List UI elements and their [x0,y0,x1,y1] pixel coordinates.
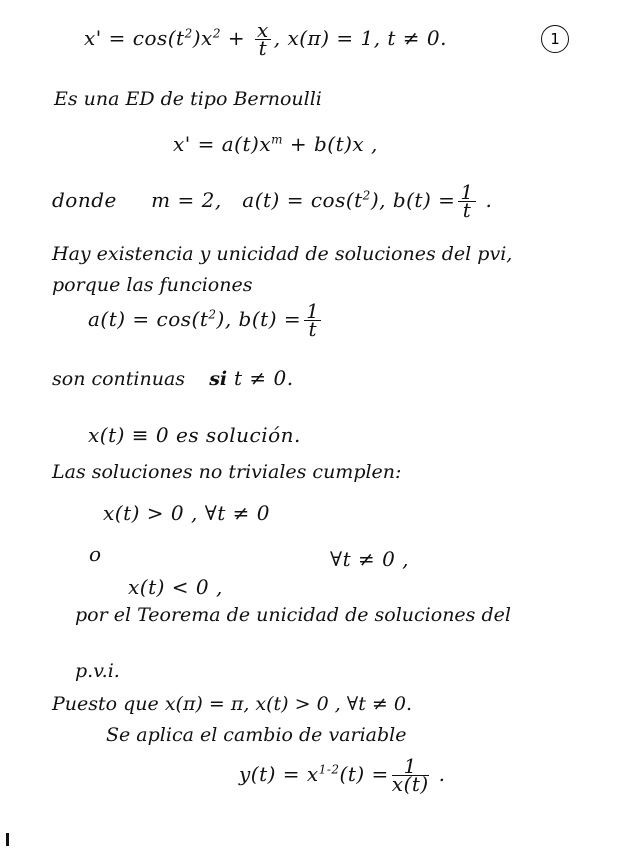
eq-condition: , x(π) = 1, t ≠ 0. [273,26,447,50]
or-label: o [89,542,102,566]
substitution-line: $y(t) = x^{1-2}(t)$ = $\frac{1}{x(t)}$ . [239,754,446,796]
donde-label: donde [52,188,117,212]
eq-rhs: )x [192,26,213,50]
funcs-fraction: $\frac{1}{t}$ [306,299,320,341]
functions-line: $a(t) = \cos(t^2)$, b(t) = $\frac{1}{t}$ [88,299,320,341]
donde-line: donde m = 2, $a(t) = \cos(t^2)$, b(t) = $\frac{1}{t}$ . [52,180,493,222]
cambio-line: Se aplica el cambio de variable [106,724,407,746]
negative-case-line: x(t) < 0 , [128,575,223,599]
nontrivial-line: Las soluciones no triviales cumplen: [52,461,402,483]
puesto-line: Puesto que x(π) = π, x(t) > 0 , ∀t ≠ 0. [52,693,413,715]
or-condition: ∀t ≠ 0 , [330,547,410,571]
b-fraction: $\frac{1}{t}$ [460,180,474,222]
trivial-solution-line: x(t) ≡ 0 es solución. [88,423,301,447]
eq-lhs: x' = cos(t [84,26,185,50]
positive-case-line: x(t) > 0 , ∀t ≠ 0 [103,501,270,525]
general-form-line: $x' = a(t)x^m + b(t)x$ , [173,132,378,156]
eq-fraction: $\frac{x}{t}$ [256,18,269,60]
bernoulli-line: Es una ED de tipo Bernoulli [54,88,322,110]
substitution-fraction: $\frac{1}{x(t)}$ [391,754,429,796]
equation-line: $x' = \cos(t^2)x^2$ + $\frac{x}{t}$ , x(π) = 1, t ≠ 0. [84,18,447,60]
hay-line-1: Hay existencia y unicidad de soluciones del pvi, [52,243,513,265]
crossed-word: si [209,368,228,390]
teorema-line-1: por el Teorema de unicidad de soluciones del [75,604,511,626]
hay-line-2: porque las funciones [52,274,253,296]
teorema-line-2: p.v.i. [75,660,120,682]
scan-edge-mark [6,833,9,846]
page-number: 1 [541,25,569,53]
continuas-line: son continuas si t ≠ 0. [52,366,294,390]
